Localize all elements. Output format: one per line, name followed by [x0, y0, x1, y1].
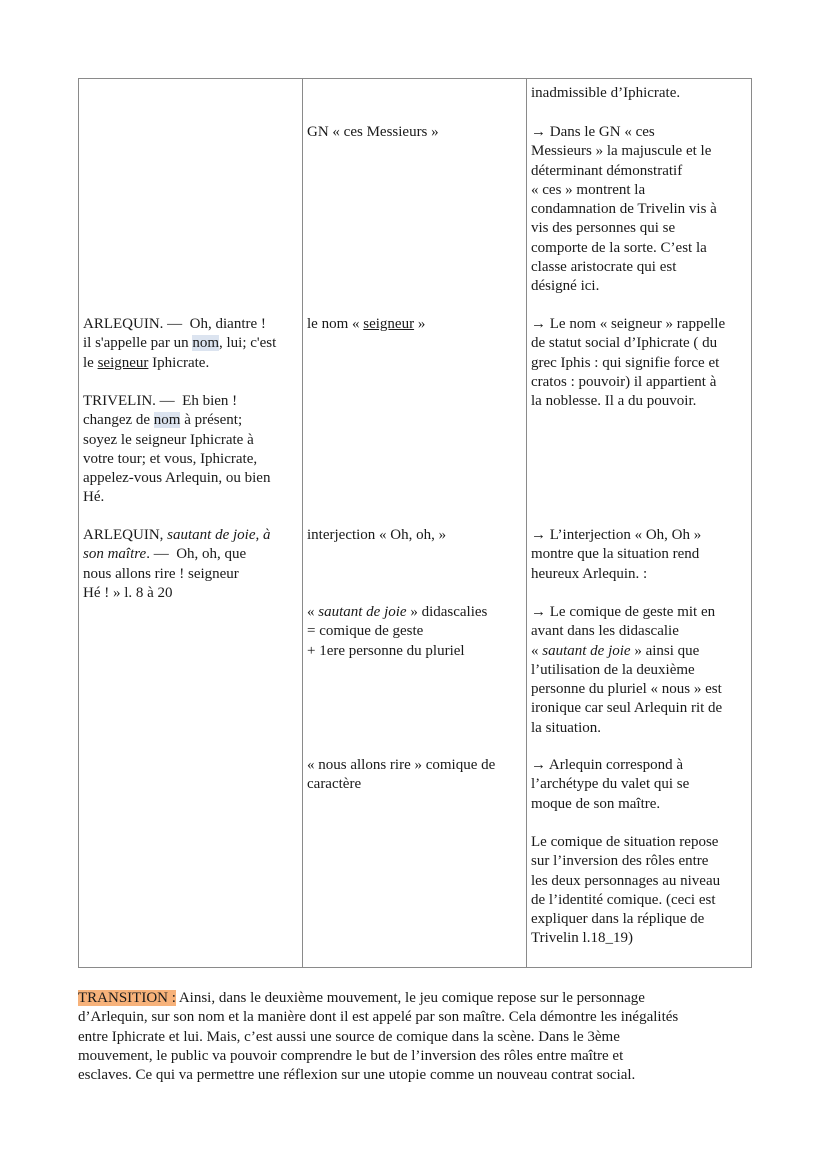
interp-archetype: → Arlequin correspond à l’archétype du valet qui se moque de son maître.	[531, 757, 690, 812]
underlined-seigneur: seigneur	[97, 354, 149, 371]
transition-label: TRANSITION :	[78, 990, 176, 1006]
interpretation-column	[527, 79, 752, 968]
device-gn: GN « ces Messieurs »	[307, 124, 439, 140]
transition-paragraph: TRANSITION : Ainsi, dans le deuxième mouvement, le jeu comique repose sur le personnage d’Arlequin, sur son nom et la manière dont il est appelé par son maître. Cela démontre les inégalités entre Iphicrate et lui. Mais, c’est aussi une source de comique dans la scène. Dans le 3ème mouvement, le public va pouvoir comprendre le but de l’inversion des rôles entre maître et esclaves. Ce qui va permettre une réflexion sur une utopie comme un nouveau contrat social.	[78, 990, 679, 1084]
analysis-table	[78, 78, 752, 968]
text-column	[79, 79, 303, 968]
highlight-nom: nom	[153, 412, 181, 429]
table-row	[79, 79, 752, 968]
interp-situation: Le comique de situation repose sur l’inversion des rôles entre les deux personnages au niveau de l’identité comique. (ceci est expliquer dans la réplique de Trivelin l.18_19)	[531, 834, 721, 947]
interp-continued: inadmissible d’Iphicrate.	[531, 85, 681, 101]
highlight-nom: nom	[192, 335, 220, 352]
quote-trivelin: TRIVELIN. — Eh bien ! changez de nom à présent; soyez le seigneur Iphicrate à votre tour; et vous, Iphicrate, appelez-vous Arlequin, ou bien Hé.	[83, 393, 271, 506]
devices-column	[303, 79, 527, 968]
device-nom-seigneur: le nom « seigneur »	[307, 316, 426, 332]
interp-geste: → Le comique de geste mit en avant dans les didascalie « sautant de joie » ainsi que l’utilisation de la deuxième personne du pluriel « nous » est ironique car seul Arlequin rit de la situation.	[531, 604, 723, 736]
device-didascalies: « sautant de joie » didascalies = comique de geste + 1ere personne du pluriel	[307, 604, 488, 659]
device-interjection: interjection « Oh, oh, »	[307, 527, 447, 543]
quote-arlequin-1: ARLEQUIN. — Oh, diantre ! il s'appelle par un nom, lui; c'est le seigneur Iphicrate.	[83, 316, 277, 371]
device-comique-caractere: « nous allons rire » comique de caractère	[307, 757, 496, 793]
interp-gn: → Dans le GN « ces Messieurs » la majuscule et le déterminant démonstratif « ces » montrent la condamnation de Trivelin vis à vis des personnes qui se comporte de la sorte. C’est la classe aristocrate qui est désigné ici.	[531, 124, 717, 295]
interp-seigneur: → Le nom « seigneur » rappelle de statut social d’Iphicrate ( du grec Iphis : qui signifie force et cratos : pouvoir) il appartient à la noblesse. Il a du pouvoir.	[531, 316, 726, 410]
interp-interjection: → L’interjection « Oh, Oh » montre que la situation rend heureux Arlequin. :	[531, 527, 702, 582]
quote-arlequin-2: ARLEQUIN, sautant de joie, à son maître. — Oh, oh, que nous allons rire ! seigneur Hé ! » l. 8 à 20	[83, 527, 271, 601]
